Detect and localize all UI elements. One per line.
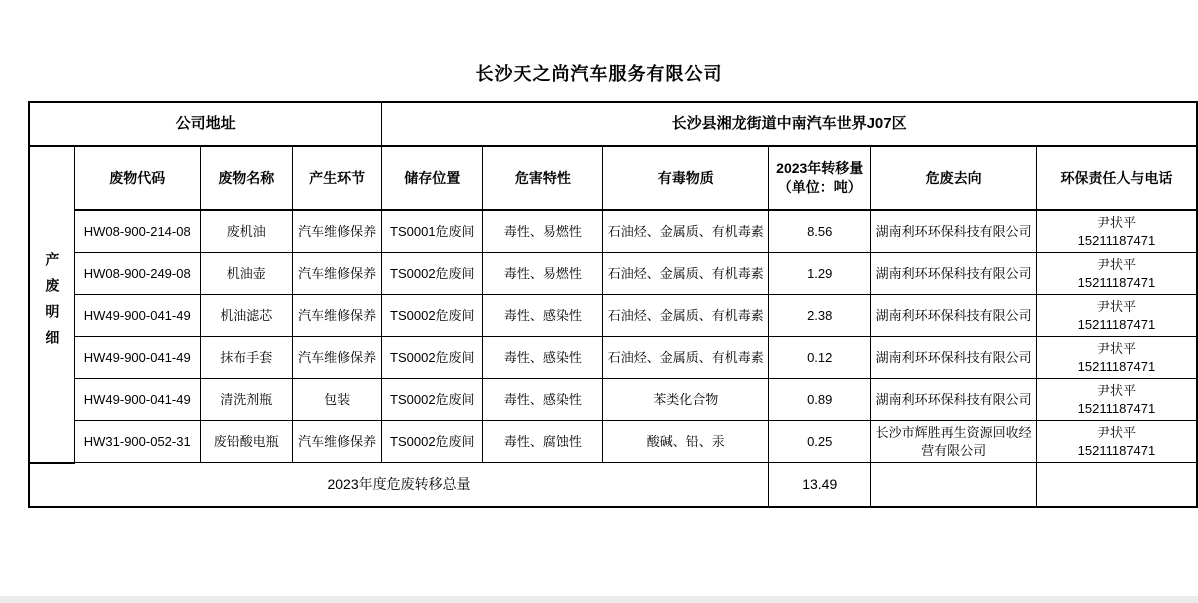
- waste-name-cell: 机油壶: [200, 253, 292, 295]
- contact-name: 尹状平: [1096, 382, 1136, 398]
- toxic-substance-cell: 石油烃、金属质、有机毒素: [603, 253, 769, 295]
- waste-name-cell: 抹布手套: [200, 337, 292, 379]
- hazard-property-cell: 毒性、感染性: [483, 337, 603, 379]
- table-row: [29, 253, 1197, 295]
- header-transfer-amount: [769, 146, 871, 210]
- header-toxic-substance: 有毒物质: [603, 146, 769, 210]
- side-label-waste-detail: 产废明细: [29, 146, 74, 463]
- waste-destination-cell: 湖南利环环保科技有限公司: [871, 253, 1037, 295]
- company-address-value: 长沙县湘龙街道中南汽车世界J07区: [382, 102, 1197, 146]
- generation-stage-cell: 汽车维修保养: [292, 210, 381, 253]
- contact-phone: 15211187471: [1077, 232, 1156, 248]
- generation-stage-cell: 汽车维修保养: [292, 295, 381, 337]
- toxic-substance-cell: 石油烃、金属质、有机毒素: [603, 337, 769, 379]
- storage-location-cell: TS0002危废间: [382, 421, 483, 463]
- env-contact-cell: [1036, 253, 1197, 295]
- contact-phone: 15211187471: [1077, 442, 1156, 458]
- column-header-row: [29, 146, 1197, 210]
- waste-destination-cell: 湖南利环环保科技有限公司: [871, 295, 1037, 337]
- totals-destination-empty: [871, 463, 1037, 507]
- contact-name: 尹状平: [1096, 340, 1136, 356]
- waste-destination-cell: 湖南利环环保科技有限公司: [871, 337, 1037, 379]
- totals-row: [29, 463, 1197, 507]
- header-transfer-amount-line1: 2023年转移量: [776, 160, 864, 177]
- storage-location-cell: TS0001危废间: [382, 210, 483, 253]
- transfer-amount-cell: 2.38: [769, 295, 871, 337]
- bottom-edge-strip: [0, 596, 1198, 603]
- waste-code-cell: HW08-900-214-08: [74, 210, 200, 253]
- table-row: [29, 421, 1197, 463]
- waste-name-cell: 废铅酸电瓶: [200, 421, 292, 463]
- page-title: 长沙天之尚汽车服务有限公司: [475, 64, 723, 84]
- generation-stage-cell: 汽车维修保养: [292, 337, 381, 379]
- contact-name: 尹状平: [1096, 298, 1136, 314]
- env-contact-cell: [1036, 295, 1197, 337]
- env-contact-cell: [1036, 421, 1197, 463]
- transfer-amount-cell: 0.25: [769, 421, 871, 463]
- toxic-substance-cell: 石油烃、金属质、有机毒素: [603, 210, 769, 253]
- transfer-amount-cell: 1.29: [769, 253, 871, 295]
- waste-code-cell: HW49-900-041-49: [74, 337, 200, 379]
- waste-code-cell: HW49-900-041-49: [74, 379, 200, 421]
- company-address-row: [29, 102, 1197, 146]
- contact-name: 尹状平: [1096, 256, 1136, 272]
- generation-stage-cell: 汽车维修保养: [292, 253, 381, 295]
- generation-stage-cell: 汽车维修保养: [292, 421, 381, 463]
- header-storage-location: 储存位置: [382, 146, 483, 210]
- storage-location-cell: TS0002危废间: [382, 337, 483, 379]
- generation-stage-cell: 包装: [292, 379, 381, 421]
- totals-label: 2023年度危废转移总量: [29, 463, 769, 507]
- company-address-label: 公司地址: [29, 102, 382, 146]
- storage-location-cell: TS0002危废间: [382, 253, 483, 295]
- contact-name: 尹状平: [1096, 214, 1136, 230]
- waste-destination-cell: 长沙市辉胜再生资源回收经营有限公司: [871, 421, 1037, 463]
- header-waste-name: 废物名称: [200, 146, 292, 210]
- header-hazard-property: 危害特性: [483, 146, 603, 210]
- env-contact-cell: [1036, 210, 1197, 253]
- transfer-amount-cell: 0.12: [769, 337, 871, 379]
- header-env-contact: 环保责任人与电话: [1036, 146, 1197, 210]
- contact-phone: 15211187471: [1077, 274, 1156, 290]
- transfer-amount-cell: 0.89: [769, 379, 871, 421]
- table-row: [29, 337, 1197, 379]
- hazard-property-cell: 毒性、易燃性: [483, 210, 603, 253]
- contact-phone: 15211187471: [1077, 316, 1156, 332]
- header-waste-code: 废物代码: [74, 146, 200, 210]
- storage-location-cell: TS0002危废间: [382, 379, 483, 421]
- waste-destination-cell: 湖南利环环保科技有限公司: [871, 379, 1037, 421]
- transfer-amount-cell: 8.56: [769, 210, 871, 253]
- totals-contact-empty: [1036, 463, 1197, 507]
- hazard-property-cell: 毒性、腐蚀性: [483, 421, 603, 463]
- env-contact-cell: [1036, 337, 1197, 379]
- contact-phone: 15211187471: [1077, 400, 1156, 416]
- hazard-property-cell: 毒性、感染性: [483, 379, 603, 421]
- waste-name-cell: 机油滤芯: [200, 295, 292, 337]
- contact-phone: 15211187471: [1077, 358, 1156, 374]
- table-row: [29, 210, 1197, 253]
- waste-destination-cell: 湖南利环环保科技有限公司: [871, 210, 1037, 253]
- contact-name: 尹状平: [1096, 424, 1136, 440]
- env-contact-cell: [1036, 379, 1197, 421]
- toxic-substance-cell: 酸碱、铅、汞: [603, 421, 769, 463]
- waste-code-cell: HW31-900-052-31: [74, 421, 200, 463]
- toxic-substance-cell: 苯类化合物: [603, 379, 769, 421]
- waste-name-cell: 清洗剂瓶: [200, 379, 292, 421]
- hazard-property-cell: 毒性、感染性: [483, 295, 603, 337]
- header-transfer-amount-line2: （单位：吨）: [777, 179, 862, 195]
- hazard-property-cell: 毒性、易燃性: [483, 253, 603, 295]
- table-row: [29, 295, 1197, 337]
- totals-amount: 13.49: [769, 463, 871, 507]
- waste-code-cell: HW49-900-041-49: [74, 295, 200, 337]
- table-row: [29, 379, 1197, 421]
- waste-code-cell: HW08-900-249-08: [74, 253, 200, 295]
- storage-location-cell: TS0002危废间: [382, 295, 483, 337]
- waste-name-cell: 废机油: [200, 210, 292, 253]
- header-generation-stage: 产生环节: [292, 146, 381, 210]
- header-waste-destination: 危废去向: [871, 146, 1037, 210]
- toxic-substance-cell: 石油烃、金属质、有机毒素: [603, 295, 769, 337]
- waste-transfer-table: [28, 101, 1198, 508]
